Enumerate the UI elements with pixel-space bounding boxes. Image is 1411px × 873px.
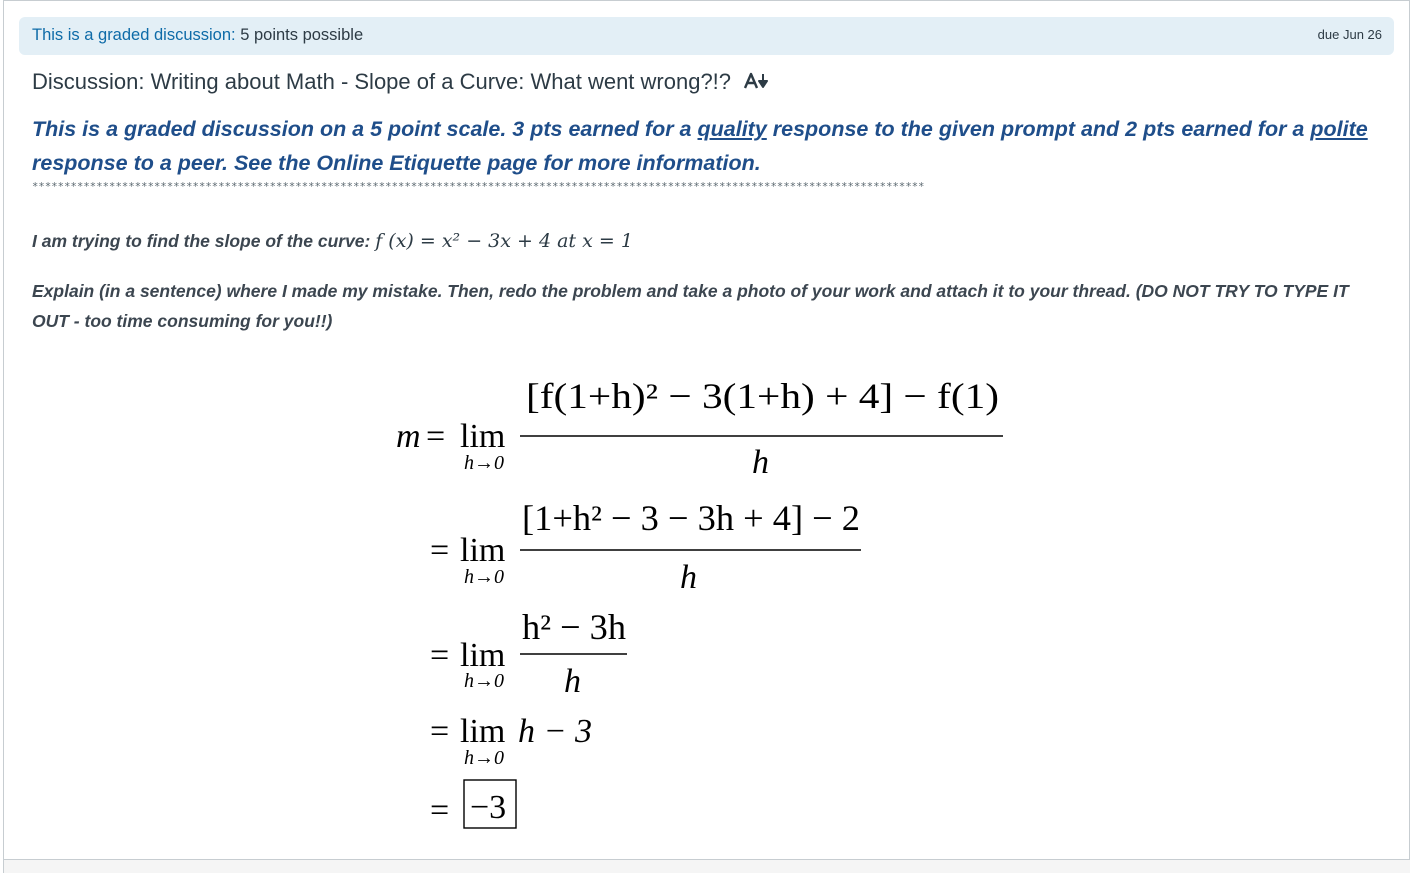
math-step3-denominator: h (564, 663, 581, 700)
math-step1-denominator: h (752, 444, 769, 481)
prompt-slope (32, 230, 633, 252)
math-work-image (380, 355, 1020, 835)
math-limsub-1: h→0 (464, 452, 504, 474)
discussion-title-text: Discussion: Writing about Math - Slope of a Curve: What went wrong?!? (32, 69, 732, 94)
star-divider: ******************************************************************************************************************************************* (32, 181, 925, 193)
prompt-explain: Explain (in a sentence) where I made my mistake. Then, redo the problem and take a photo of your work and attach it to your thread. (DO NOT TRY TO TYPE IT OUT - too time consuming for you!!) (32, 281, 1349, 331)
points-possible: 5 points possible (240, 26, 364, 44)
polite-link[interactable]: polite (1310, 117, 1368, 141)
quality-link[interactable]: quality (697, 117, 767, 141)
bottom-bar (4, 859, 1410, 873)
math-eq-1: = (426, 418, 446, 455)
math-lim-1: lim (460, 418, 506, 455)
graded-label-text: This is a graded discussion: (32, 26, 236, 44)
math-eq-5: = (430, 792, 450, 829)
math-m: m (396, 418, 421, 455)
math-eq-4: = (430, 713, 450, 750)
intro-text-3: response to a peer. See the Online Etiquette page for more information. (32, 151, 761, 175)
text-direction-icon[interactable] (743, 70, 771, 96)
due-date: due Jun 26 (1317, 27, 1382, 42)
math-eq-2: = (430, 532, 450, 569)
discussion-intro (32, 112, 1372, 180)
function-expression: f (x) = x² − 3x + 4 at x = 1 (375, 230, 633, 252)
math-limsub-2: h→0 (464, 566, 504, 588)
intro-text-1: This is a graded discussion on a 5 point scale. 3 pts earned for a (32, 117, 698, 141)
graded-discussion-banner (19, 17, 1394, 55)
intro-text-2: response to the given prompt and 2 pts earned for a (766, 117, 1311, 141)
math-lim-3: lim (460, 637, 506, 674)
math-lim-2: lim (460, 532, 506, 569)
math-step1-numerator: [f(1+h)² − 3(1+h) + 4] − f(1) (526, 376, 999, 416)
math-step3-numerator: h² − 3h (522, 607, 626, 647)
discussion-title (32, 69, 771, 96)
graded-label (32, 26, 363, 45)
math-step2-numerator: [1+h² − 3 − 3h + 4] − 2 (522, 498, 860, 538)
math-limsub-3: h→0 (464, 670, 504, 692)
math-eq-3: = (430, 637, 450, 674)
math-lim-4: lim (460, 713, 506, 750)
math-limsub-4: h→0 (464, 747, 504, 769)
prompt-slope-text: I am trying to find the slope of the curve: (32, 231, 376, 251)
math-step4: h − 3 (518, 713, 592, 750)
math-result: −3 (470, 789, 507, 826)
math-step2-denominator: h (680, 559, 697, 596)
